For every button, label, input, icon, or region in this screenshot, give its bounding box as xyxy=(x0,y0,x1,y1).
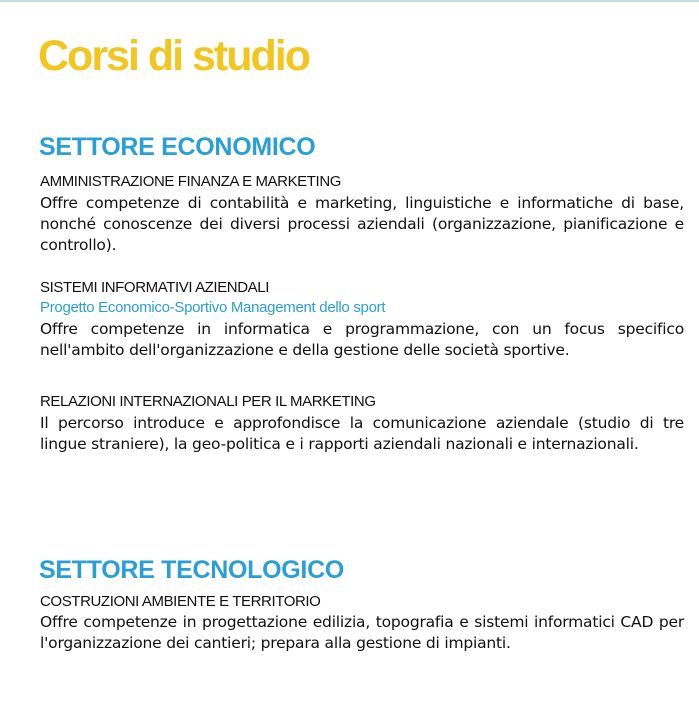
course-description-rim: Il percorso introduce e approfondisce la comunicazione aziendale (studio di tre lingue straniere), la geo-politica e i rapporti aziendali nazionali e internazionali. xyxy=(40,414,684,453)
sector-title-economico: SETTORE ECONOMICO xyxy=(39,133,316,161)
course-name-afm: AMMINISTRAZIONE FINANZA E MARKETING xyxy=(40,173,342,190)
course-description-cat: Offre competenze in progettazione edilizia, topografia e sistemi informatici CAD per l'organizzazione dei cantieri; prepara alla gestione di impianti. xyxy=(40,613,684,652)
sector-title-tecnologico: SETTORE TECNOLOGICO xyxy=(39,556,344,584)
course-description-afm: Offre competenze di contabilità e marketing, linguistiche e informatiche di base, nonché conoscenze dei diversi processi aziendali (organizzazione, pianificazione e controllo). xyxy=(40,194,684,254)
page-title: Corsi di studio xyxy=(38,32,309,80)
top-divider xyxy=(0,0,699,2)
course-name-rim: RELAZIONI INTERNAZIONALI PER IL MARKETING xyxy=(40,393,376,410)
course-subtitle-sia: Progetto Economico-Sportivo Management dello sport xyxy=(40,299,386,316)
course-name-sia: SISTEMI INFORMATIVI AZIENDALI xyxy=(40,279,269,296)
course-description-sia: Offre competenze in informatica e programmazione, con un focus specifico nell'ambito dell'organizzazione e della gestione delle società sportive. xyxy=(40,320,684,359)
course-name-cat: COSTRUZIONI AMBIENTE E TERRITORIO xyxy=(40,593,321,610)
